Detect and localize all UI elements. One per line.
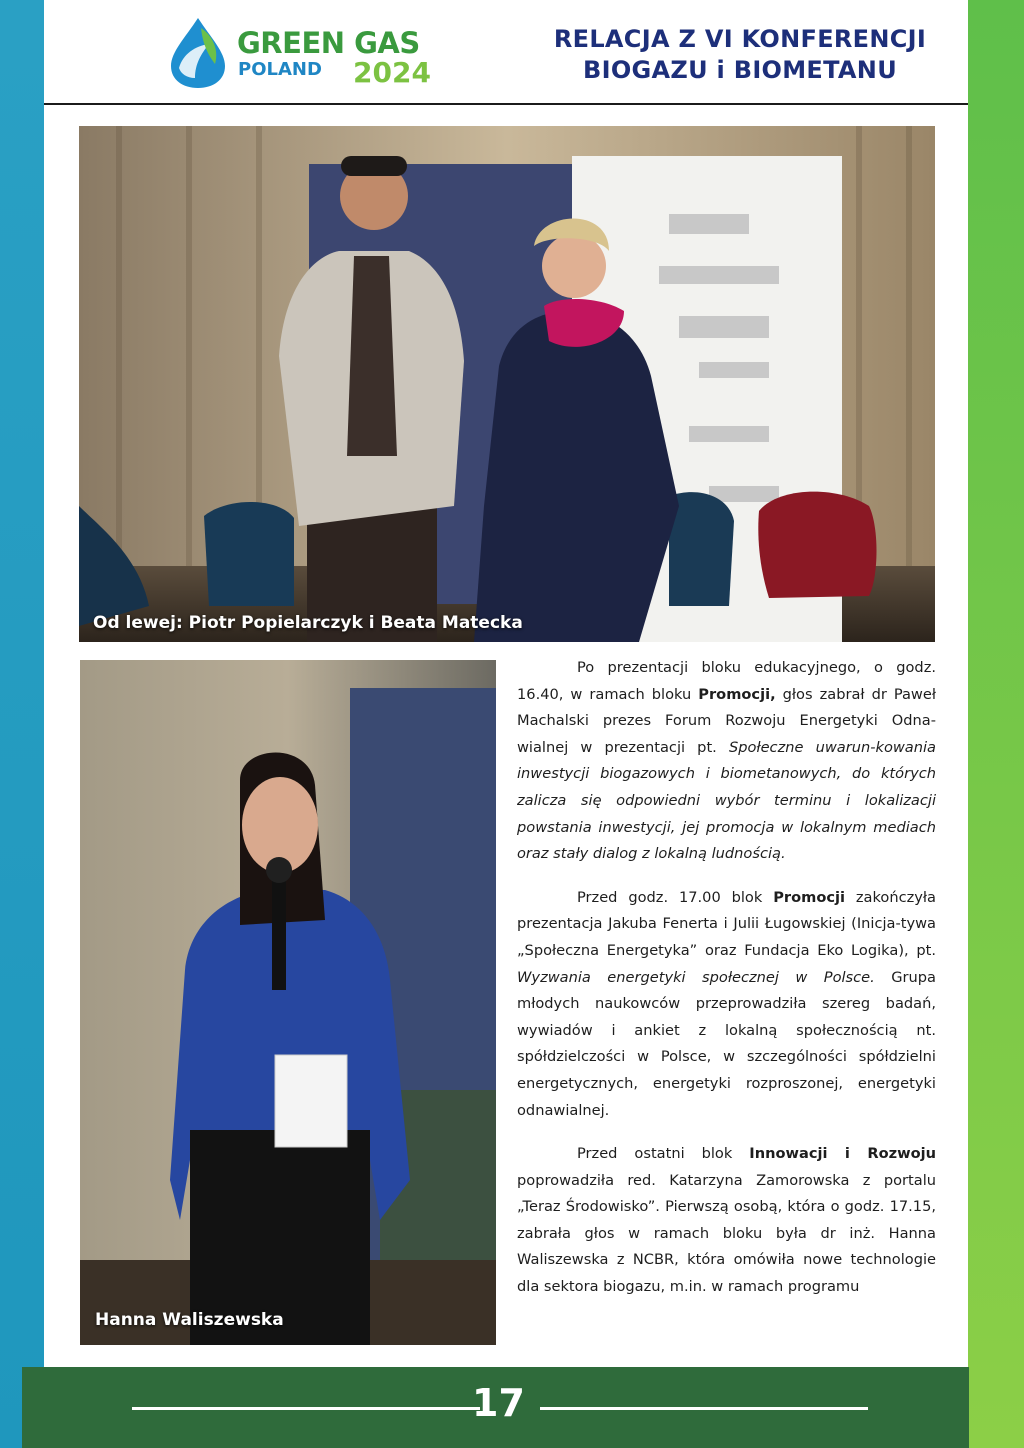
photo-speaker-portrait [80, 660, 496, 1345]
title-line-1: RELACJA Z VI KONFERENCJI [553, 25, 927, 53]
green-gas-poland-logo [165, 16, 431, 92]
drop-leaf-icon [165, 16, 231, 90]
logo-poland-text: POLAND [238, 59, 322, 80]
portrait-photo-illustration [80, 660, 496, 1345]
right-color-stripe [968, 0, 1024, 1448]
photo-speakers-stage [79, 126, 935, 642]
p2-text-a: Przed godz. 17.00 blok [577, 888, 774, 906]
article-paragraph-1 [517, 655, 936, 868]
stage-photo-illustration [79, 126, 935, 642]
footer-line-right [540, 1407, 868, 1410]
logo-green-gas-text: GREEN GAS [237, 26, 420, 60]
p1-italic-title: Społeczne uwarun-kowania inwestycji biogazowych i biometanowych, do których zalicza się odpowiedni wybór terminu i lokalizacji powstania inwestycji, jej promocja w lokalnym mediach oraz stały dialog z lokalną ludnością. [517, 738, 936, 863]
header-divider [44, 103, 968, 105]
p1-text-c: głos zabrał dr Paweł Machalski prezes Forum Rozwoju Energetyki Odna-wialnej w prezentacji pt. [517, 685, 936, 756]
p3-bold-innowacji: Innowacji i Rozwoju [749, 1145, 936, 1163]
p1-bold-promocji: Promocji, [698, 685, 776, 703]
p2-italic-title: Wyzwania energetyki społecznej w Polsce. [517, 968, 875, 986]
left-color-stripe [0, 0, 44, 1448]
article-paragraph-2 [517, 885, 936, 1124]
footer-line-left [132, 1407, 480, 1410]
page-title [520, 24, 960, 86]
article-body [517, 655, 936, 1318]
logo-year-text: 2024 [353, 56, 431, 89]
p2-text-c: zakończyła prezentacja Jakuba Fenerta i Julii Ługowskiej (Inicja-tywa „Społeczna Energetyka” oraz Fundacja Eko Logika), pt. [517, 888, 936, 959]
page-footer [22, 1367, 969, 1448]
p3-text-a: Przed ostatni blok [577, 1145, 750, 1163]
article-paragraph-3 [517, 1141, 936, 1301]
p2-text-e: Grupa młodych naukowców przeprowadziła szereg badań, wywiadów i ankiet z lokalną społecznością nt. spółdzielczości w Polsce, w szczególności spółdzielni energetycznych, energetyki rozproszonej, energetyki odnawialnej. [517, 968, 936, 1119]
top-photo-caption: Od lewej: Piotr Popielarczyk i Beata Matecka [93, 613, 523, 633]
p3-text-c: poprowadziła red. Katarzyna Zamorowska z portalu „Teraz Środowisko”. Pierwszą osobą, która o godz. 17.15, zabrała głos w ramach bloku była dr inż. Hanna Waliszewska z NCBR, która omówiła nowe technologie dla sektora biogazu, m.in. w ramach programu [517, 1171, 936, 1296]
p2-bold-promocji: Promocji [773, 888, 845, 906]
title-line-2: BIOGAZU i BIOMETANU [583, 56, 897, 84]
page-number: 17 [472, 1381, 525, 1425]
bottom-photo-caption: Hanna Waliszewska [95, 1310, 284, 1330]
p1-text-a: Po prezentacji bloku edukacyjnego, o godz. 16.40, w ramach bloku [517, 659, 936, 703]
